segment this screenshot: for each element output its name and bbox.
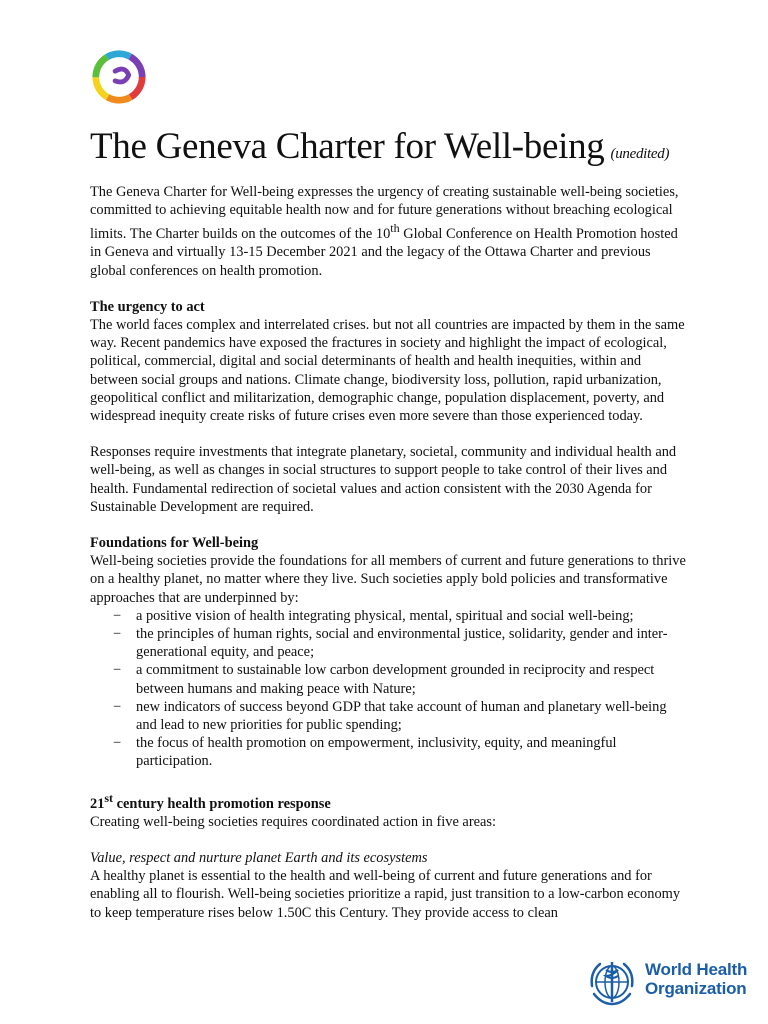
intro-paragraph: The Geneva Charter for Well-being expresses the urgency of creating sustainable well-being societies, committed to achieving equitable health now and for future generations without breaching ecological limits. The Charter builds on the outcomes of the 10th Global Conference on Health Promotion hosted in Geneva and virtually 13-15 December 2021 and the legacy of the Ottawa Charter and previous global conferences on health promotion.	[90, 184, 679, 279]
who-line-2: Organization	[645, 979, 747, 998]
who-line-1: World Health	[645, 960, 748, 979]
foundations-heading: Foundations for Well-being	[90, 535, 259, 552]
foundations-paragraph: Well-being societies provide the foundations for all members of current and future generations to thrive on a healthy planet, no matter where they live. Such societies apply bold policies and transformative approaches that are underpinned by:	[90, 553, 686, 606]
urgency-paragraph-1: The world faces complex and interrelated crises. but not all countries are impacted by them in the same way. Recent pandemics have exposed the fractures in society and highlight the impact of ecological, political, commercial, digital and social determinants of health and health inequities, within and between social groups and nations. Climate change, biodiversity loss, pollution, rapid urbanization, geopolitical conflict and militarization, demographic change, population displacement, poverty, and widespread inequity create risks of future crises even more severe than those experienced today.	[90, 317, 685, 425]
list-item: − the focus of health promotion on empowerment, inclusivity, equity, and meaningful participation.	[113, 734, 690, 770]
urgency-paragraph-2: Responses require investments that integrate planetary, societal, community and individual health and well-being, as well as changes in social structures to support people to take control of their lives and health. Fundamental redirection of societal values and action consistent with the 2030 Agenda for Sustainable Development are required.	[90, 444, 677, 515]
list-item: − a positive vision of health integrating physical, mental, spiritual and social well-being;	[113, 607, 690, 625]
response-paragraph: Creating well-being societies requires coordinated action in five areas:	[90, 813, 496, 830]
document-body	[90, 183, 690, 922]
title-note: (unedited)	[610, 146, 670, 162]
planet-heading: Value, respect and nurture planet Earth and its ecosystems	[90, 849, 428, 866]
who-emblem-icon	[586, 956, 638, 1008]
foundations-list	[90, 607, 690, 771]
list-item: − the principles of human rights, social and environmental justice, solidarity, gender and inter-generational equity, and peace;	[113, 625, 690, 661]
list-item: − a commitment to sustainable low carbon development grounded in reciprocity and respect between humans and making peace with Nature;	[113, 661, 690, 697]
who-wordmark	[645, 960, 747, 998]
planet-paragraph: A healthy planet is essential to the health and well-being of current and future generations and for enabling all to flourish. Well-being societies prioritize a rapid, just transition to a low-carbon economy to keep temperature rises below 1.50C this Century. They provide access to clean	[90, 868, 681, 921]
list-item: − new indicators of success beyond GDP that take account of human and planetary well-being and lead to new priorities for public spending;	[113, 698, 690, 734]
page-title	[90, 124, 669, 177]
conference-logo-icon	[90, 48, 148, 106]
urgency-heading: The urgency to act	[90, 298, 205, 315]
response-heading: 21st century health promotion response	[90, 790, 331, 812]
title-text: The Geneva Charter for Well-being	[90, 126, 605, 167]
